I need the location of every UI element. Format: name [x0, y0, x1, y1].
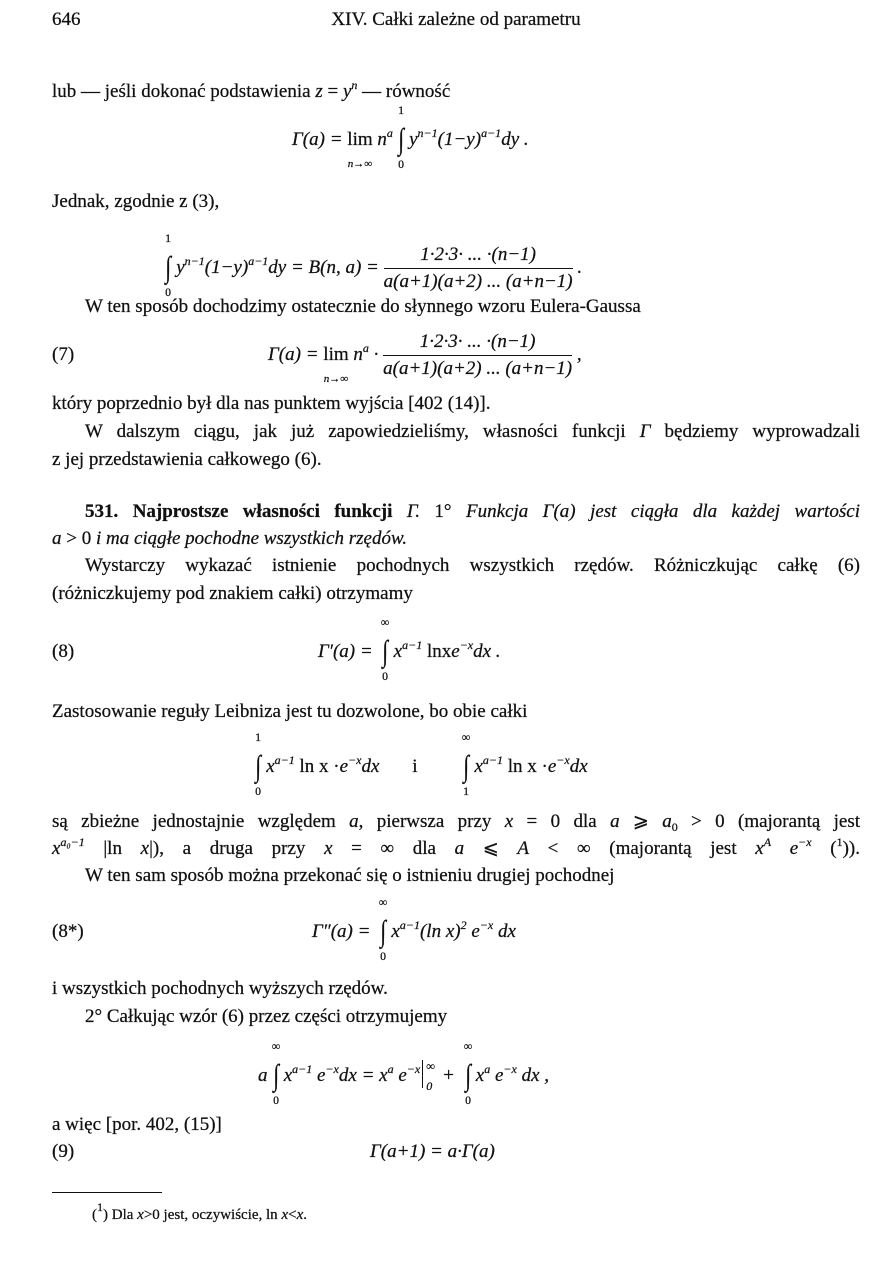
paragraph: lub — jeśli dokonać podstawienia $z = y^n$ — równość	[52, 78, 451, 102]
integral-sign: ∫ 1 0	[165, 230, 172, 299]
fraction: $\frac{1\cdot 2\cdot 3\cdot ... \cdot(n-1)}{a(a+1)(a+2) ... (a+n-1)}$	[383, 331, 573, 379]
paragraph: Zastosowanie reguły Leibniza jest tu dozwolone, bo obie całki	[52, 701, 528, 722]
paragraph: W ten sposób dochodzimy ostatecznie do słynnego wzoru Eulera-Gaussa	[85, 296, 641, 317]
footnote-rule	[52, 1192, 162, 1193]
equation-gamma-second-derivative: Γ″(a) = ∫ ∞ 0 $x^{a-1}(\ln$ x)$^2$ $e^{-x}$ dx	[312, 895, 516, 963]
integral-sign: ∫ ∞ 0	[271, 1039, 280, 1107]
equation-integration-by-parts: a ∫ ∞ 0 $x^{a-1}$ $e^{-x}dx = x^a$ $e^{-x}$ ∞ 0 + ∫ ∞ 0 $x^a$ $e^{-x}$ dx ,	[258, 1039, 550, 1107]
integral-sign: ∫ 1 0	[398, 103, 404, 171]
paragraph: $x^{a_0-1}$ |ln x|), a druga przy x = ∞ dla a ⩽ A < ∞ (majorantą jest $x^A$ $e^{-x}$ ($^1$)).	[52, 835, 861, 859]
paragraph: (różniczkujemy pod znakiem całki) otrzymamy	[52, 583, 413, 604]
equation-gamma-derivative: Γ′(a) = ∫ ∞ 0 $x^{a-1}$ lnxe$^{-x}$dx .	[318, 615, 501, 683]
paragraph: Wystarczy wykazać istnienie pochodnych wszystkich rzędów. Różniczkując całkę (6)	[85, 555, 860, 576]
integral-sign: ∫ ∞ 0	[381, 615, 390, 683]
equation-integral-pair: ∫ 1 0 $x^{a-1}$ $\ln x \cdot e^{-x}dx$ i ∫ ∞ 1 $x^{a-1}$ $\ln x \cdot e^{-x}dx$	[255, 730, 588, 798]
equation-label: (8)	[52, 641, 75, 662]
running-title: XIV. Całki zależne od parametru	[331, 9, 581, 30]
integral-sign: ∫ ∞ 0	[379, 895, 388, 963]
section-531-heading: 531. Najprostsze własności funkcji Γ. 1° Funkcja Γ(a) jest ciągła dla każdej wartości	[85, 501, 860, 522]
footnote: ($^1$) Dla x>0 jest, oczywiście, ln x<x.	[92, 1200, 307, 1223]
paragraph: a > 0 i ma ciągłe pochodne wszystkich rzędów.	[52, 528, 407, 549]
paragraph: W ten sam sposób można przekonać się o istnieniu drugiej pochodnej	[85, 865, 615, 886]
equation-beta: ∫ 1 0 $y^{n-1}(1-y)^{a-1}dy = B(n$, a) = $\frac{1\cdot 2\cdot 3\cdot ... \cdot(n-1)}{a(a+1)(a+2) ... (a+n-1)}$ .	[165, 230, 583, 299]
equation-recurrence: Γ(a+1) = a·Γ(a)	[370, 1141, 495, 1162]
paragraph: W dalszym ciągu, jak już zapowiedzieliśmy, własności funkcji Γ będziemy wyprowadzali	[85, 421, 861, 442]
equation-label: (8*)	[52, 921, 84, 942]
equation-label: (9)	[52, 1141, 75, 1162]
integral-sign: ∫ ∞ 1	[462, 730, 471, 798]
paragraph: 2° Całkując wzór (6) przez części otrzymujemy	[85, 1006, 448, 1027]
paragraph: Jednak, zgodnie z (3),	[52, 191, 220, 212]
paragraph: z jej przedstawienia całkowego (6).	[52, 449, 322, 470]
paragraph: i wszystkich pochodnych wyższych rzędów.	[52, 978, 388, 999]
paragraph: a więc [por. 402, (15)]	[52, 1114, 222, 1135]
integral-sign: ∫ ∞ 0	[463, 1039, 472, 1107]
page-number: 646	[52, 9, 81, 30]
paragraph: który poprzednio był dla nas punktem wyjścia [402 (14)].	[52, 393, 491, 414]
equation-euler-gauss: Γ(a) = lim n→∞ $n^a$ · $\frac{1\cdot 2\cdot 3\cdot ... \cdot(n-1)}{a(a+1)(a+2) ... (a+n-1)}$ ,	[268, 331, 582, 385]
integral-sign: ∫ 1 0	[255, 730, 262, 798]
paragraph: są zbieżne jednostajnie względem a, pierwsza przy x = 0 dla a ⩾ $a_0 > 0$ (majorantą jest	[52, 811, 861, 834]
fraction: $\frac{1\cdot 2\cdot 3\cdot ... \cdot(n-1)}{a(a+1)(a+2) ... (a+n-1)}$	[383, 244, 573, 292]
equation-gamma-limit: Γ(a) = lim n→∞ $n^a$ ∫ 1 0 $y^{n-1}(1-y)^{a-1}dy$ .	[292, 103, 529, 171]
evaluation-bar: ∞ 0	[422, 1060, 423, 1088]
equation-label: (7)	[52, 344, 75, 365]
